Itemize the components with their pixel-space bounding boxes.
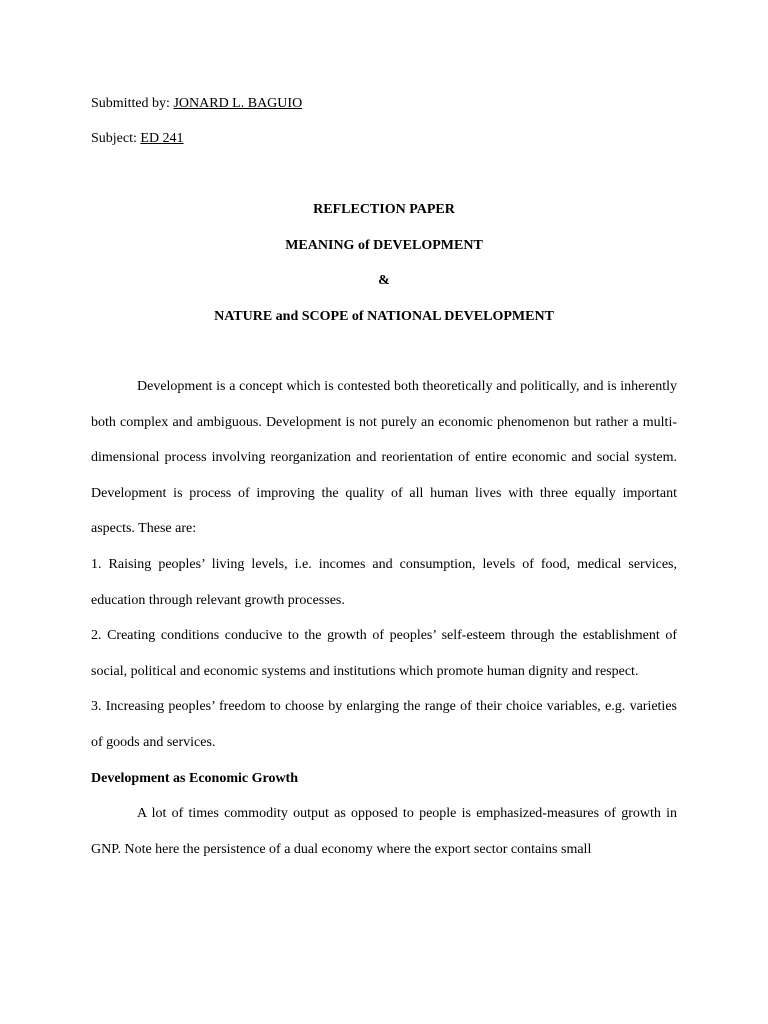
section-heading: Development as Economic Growth (91, 770, 298, 786)
title-nature-and-scope: NATURE and SCOPE of NATIONAL DEVELOPMENT (214, 309, 554, 324)
list-item-1: 1. Raising peoples’ living levels, i.e. incomes and consumption, levels of food, medical services, education through relevant growth processes. (91, 556, 677, 608)
submitted-by-line (91, 95, 302, 113)
title-meaning-of-development: MEANING of DEVELOPMENT (285, 238, 483, 253)
subject-label: Subject: (91, 131, 137, 146)
intro-paragraph: Development is a concept which is contested both theoretically and politically, and is inherently both complex and ambiguous. Development is not purely an economic phenomenon but rather a multi-dimensional process involving reorganization and reorientation of entire economic and social system. Development is process of improving the quality of all human lives with three equally important aspects. These are: (91, 379, 677, 537)
subject-line (91, 130, 184, 148)
title-ampersand: & (378, 273, 390, 288)
list-item-3: 3. Increasing peoples’ freedom to choose by enlarging the range of their choice variables, e.g. varieties of goods and services. (91, 699, 677, 750)
submitted-by-label: Submitted by: (91, 96, 170, 111)
title-reflection-paper: REFLECTION PAPER (313, 202, 455, 217)
growth-paragraph: A lot of times commodity output as opposed to people is emphasized-measures of growth in GNP. Note here the persistence of a dual economy where the export sector contains small (91, 806, 677, 857)
list-item-2: 2. Creating conditions conducive to the growth of peoples’ self-esteem through the establishment of social, political and economic systems and institutions which promote human dignity and respect. (91, 628, 677, 679)
subject-code: ED 241 (140, 131, 184, 146)
body-text (91, 369, 677, 867)
author-name: JONARD L. BAGUIO (173, 96, 303, 111)
